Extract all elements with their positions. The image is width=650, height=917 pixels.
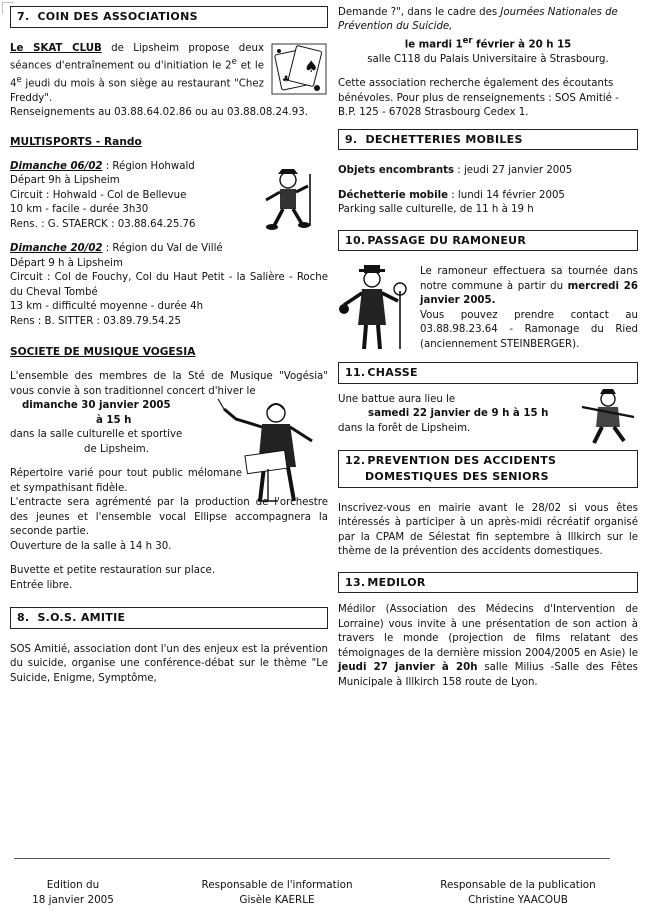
footer-edition [18,878,128,908]
ordinal-suffix: er [462,35,473,46]
rando-2-region: : Région du Val de Villé [102,243,223,255]
section-number: 9. [345,132,358,146]
section-9-header [338,129,638,151]
rando-1-region: : Région Hohwald [102,160,195,172]
rando-2-circuit: Circuit : Col de Fouchy, Col du Haut Petit - la Salière - Roche du Cheval Tombé [10,272,328,298]
section-title: CHASSE [367,366,418,380]
objets-label: Objets encombrants [338,165,455,177]
footer-publication [418,878,618,908]
skat-renseignements: Renseignements au 03.88.64.02.86 ou au 03.88.08.24.93. [10,107,308,119]
playing-cards-illustration [270,42,328,96]
chasse-block [338,393,638,436]
ordinal-suffix: e [16,74,22,85]
dechetterie-parking: Parking salle culturelle, de 11 h à 19 h [338,204,534,216]
rando-1-block [10,160,328,232]
sos-recherche: Cette association recherche également des écoutants bénévoles. Pour plus de renseignements : SOS Amitié - B.P. 125 - 67028 Strasbourg Cedex 1. [338,78,619,119]
conductor-illustration [216,397,328,505]
footer-info [182,878,372,908]
pub-label: Responsable de la publication [440,879,596,891]
objets-encombrants [338,164,638,178]
edition-label: Edition du [46,879,100,891]
rando-2-block [10,242,328,329]
pub-name: Christine YAACOUB [468,893,568,906]
section-12-header [338,450,638,487]
section-8-header [10,607,328,629]
right-column [338,6,638,690]
ramoneur-part: Le ramoneur effectuera sa tournée dans notre commune à partir du [420,266,638,292]
medilor-date: jeudi 27 janvier à 20h [338,662,478,674]
rando-2-date: Dimanche 20/02 [10,243,103,255]
sos-continuation [338,6,638,121]
skat-text-part: jeudi du mois à son siège au restaurant "Chez Freddy". [10,78,264,104]
ramoneur-text-2: Vous pouvez prendre contact au 03.88.98.23.64 - Ramonage du Ried (anciennement STEINBERGER). [420,309,638,350]
rando-1-depart: Départ 9h à Lipsheim [10,175,120,187]
musique-repertoire: Répertoire varié pour tout public mélomane et sympathisant fidèle. [10,468,242,494]
ramoneur-date: mercredi 26 janvier 2005. [420,280,638,307]
medilor-part: Médilor (Association des Médecins d'Intervention de Lorraine) vous invite à une présentation de son action à travers le monde (projection de films relatant des témoignages de la dernière mission 2004/2005 en Asie) le [338,604,638,659]
musique-lieu-2: de Lipsheim. [84,443,149,455]
section-10-header [338,230,638,252]
skat-text-part: et le 4 [10,60,264,90]
sos-cont-part: Demande ?", dans le cadre des [338,7,501,18]
section-number: 7. [17,10,30,23]
rando-2-details: 13 km - difficulté moyenne - durée 4h [10,301,204,313]
sos-salle: salle C118 du Palais Universitaire à Strasbourg. [367,53,609,65]
dechetterie-label: Déchetterie mobile [338,189,448,201]
skat-club-block [10,42,328,121]
musique-title: SOCIETE DE MUSIQUE VOGESIA [10,346,196,359]
objets-value: : jeudi 27 janvier 2005 [454,165,573,177]
dechetterie-value: : lundi 14 février 2005 [448,189,565,201]
sos-date-part: février à 20 h 15 [472,39,572,51]
musique-lieu-1: dans la salle culturelle et sportive [10,429,183,441]
section-title: S.O.S. AMITIE [37,610,126,624]
chasse-text-1: Une battue aura lieu le [338,393,456,405]
rando-1-rens: Rens. : G. STAERCK : 03.88.64.25.76 [10,218,196,230]
musique-date: dimanche 30 janvier 2005 [22,400,171,412]
sos-date [338,35,638,53]
section-number: 10. [345,233,366,247]
rando-2-rens: Rens : B. SITTER : 03.89.79.54.25 [10,315,181,327]
ordinal-suffix: e [231,57,237,68]
sos-cont-italic: Journées Nationales de Prévention du Suicide, [338,7,618,33]
section-7-header [10,6,328,28]
multisports-title: MULTISPORTS - Rando [10,135,142,148]
prevention-text: Inscrivez-vous en mairie avant le 28/02 si vous êtes intéressés à participer à un après-midi récréatif organisé par la CPAM de Sélestat fin septembre à Illkirch sur le thème de la prévention des accidents domestiques. [338,502,638,558]
section-title: COIN DES ASSOCIATIONS [37,10,198,23]
musique-intro: L'ensemble des membres de la Sté de Musique "Vogésia" vous convie à son traditionnel concert d'hiver le [10,371,328,397]
rando-1-date: Dimanche 06/02 [10,160,103,172]
musique-entree: Entrée libre. [10,579,73,591]
rando-1-circuit: Circuit : Hohwald - Col de Bellevue [10,189,187,201]
chimney-sweep-illustration [338,265,412,351]
skat-club-name: Le SKAT CLUB [10,42,102,54]
musique-date-area [10,399,328,457]
svg-text:♠: ♠ [304,56,319,76]
musique-ouverture: Ouverture de la salle à 14 h 30. [10,540,172,552]
section-13-header [338,572,638,594]
info-name: Gisèle KAERLE [239,893,315,906]
chasse-date: samedi 22 janvier de 9 h à 15 h [368,408,549,420]
left-column [10,6,328,686]
section-title: DECHETTERIES MOBILES [365,132,523,146]
section-number: 12. [345,454,366,468]
svg-text:♣: ♣ [282,74,291,85]
dechetterie-mobile [338,189,638,203]
ramoneur-block [338,265,638,352]
section-title-line-1: PREVENTION DES ACCIDENTS [367,454,557,468]
sos-cont-text [338,6,638,35]
section-number: 8. [17,610,30,624]
sos-date-part: le mardi 1 [404,39,463,51]
hiker-illustration [256,166,320,232]
musique-entracte: L'entracte sera agrémenté par la production de l'orchestre des jeunes et l'ensemble vocal Ellipse accompagnera la seconde partie. [10,497,328,538]
section-number: 11. [345,366,366,380]
hunter-illustration [580,387,638,445]
info-label: Responsable de l'information [201,879,353,891]
musique-block [10,370,328,593]
footer-divider [14,858,610,859]
section-11-header [338,362,638,384]
chasse-text-2: dans la forêt de Lipsheim. [338,422,471,434]
rando-1-details: 10 km - facile - durée 3h30 [10,204,149,216]
edition-date: 18 janvier 2005 [32,893,114,906]
musique-time: à 15 h [96,414,132,426]
skat-text-part: de Lipsheim propose deux séances d'entraînement ou d'initiation le 2 [10,42,264,72]
section-title: PASSAGE DU RAMONEUR [367,233,527,247]
medilor-text [338,603,638,690]
section-title-line-2: DOMESTIQUES DES SENIORS [365,470,549,484]
section-title: MEDILOR [367,575,426,589]
section-number: 13. [345,575,366,589]
dechetteries-block [338,164,638,217]
sos-amitie-text: SOS Amitié, association dont l'un des enjeux est la prévention du suicide, organise une conférence-débat sur le thème "Le Suicide, Enigme, Symptôme, [10,643,328,684]
rando-2-depart: Départ 9 h à Lipsheim [10,257,123,269]
medilor-part: salle Milius -Salle des Fêtes Municipale à Illkirch 158 route de Lyon. [338,662,638,688]
rando-2-date-line [10,242,328,256]
musique-buvette: Buvette et petite restauration sur place. [10,565,216,577]
